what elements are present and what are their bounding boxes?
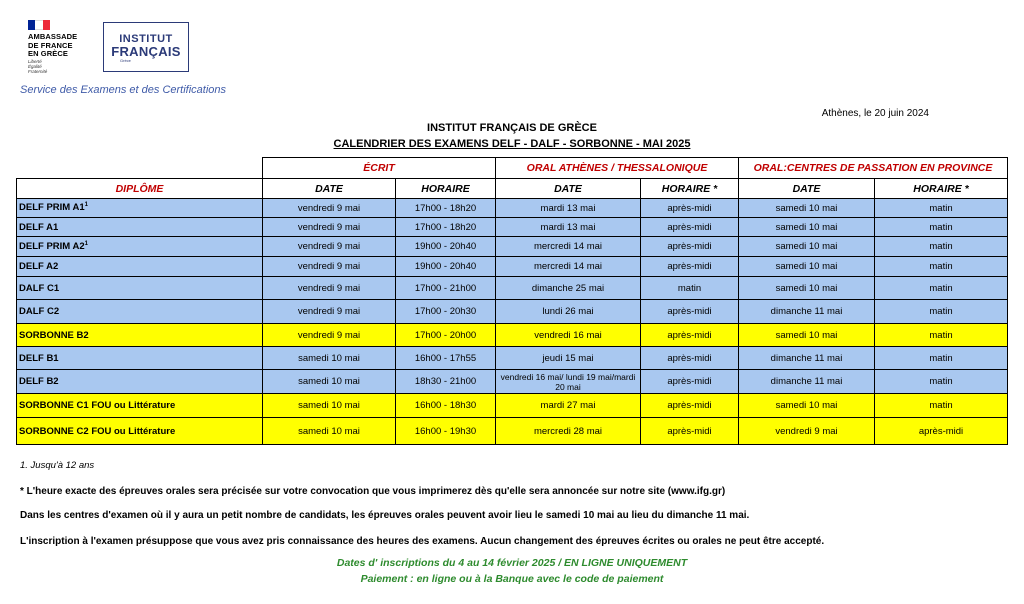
province-date-cell: samedi 10 mai <box>739 218 875 237</box>
diploma-cell <box>17 347 263 370</box>
ecrit-date-cell: vendredi 9 mai <box>263 324 396 347</box>
service-name: Service des Examens et des Certifications <box>20 84 227 96</box>
ecrit-date-cell: vendredi 9 mai <box>263 257 396 277</box>
ecrit-date-cell: samedi 10 mai <box>263 347 396 370</box>
embassy-name-line: AMBASSADE <box>28 32 78 41</box>
footnote-marker: 1 <box>84 202 88 209</box>
oral-date-cell: vendredi 16 mai <box>496 324 641 347</box>
document-date: Athènes, le 20 juin 2024 <box>821 108 929 119</box>
ecrit-time-cell: 19h00 - 20h40 <box>396 257 496 277</box>
table-row <box>17 394 1008 418</box>
group-header-row <box>17 158 1008 179</box>
ecrit-time-cell: 17h00 - 20h30 <box>396 300 496 324</box>
province-time-cell: matin <box>875 394 1008 418</box>
group-oral-province: ORAL:CENTRES DE PASSATION EN PROVINCE <box>739 158 1008 179</box>
province-date-cell: samedi 10 mai <box>739 199 875 218</box>
embassy-motto: Fraternité <box>28 68 48 74</box>
ecrit-time-cell: 17h00 - 20h00 <box>396 324 496 347</box>
oral-date-cell: lundi 26 mai <box>496 300 641 324</box>
oral-time-cell: après-midi <box>641 218 739 237</box>
oral-time-cell: après-midi <box>641 199 739 218</box>
oral-time-cell: après-midi <box>641 324 739 347</box>
oral-date-cell: mardi 13 mai <box>496 199 641 218</box>
column-header: DIPLÔME <box>17 179 263 199</box>
table-row <box>17 347 1008 370</box>
embassy-name-line: EN GRÈCE <box>28 49 68 58</box>
province-date-cell: samedi 10 mai <box>739 324 875 347</box>
ecrit-date-cell: samedi 10 mai <box>263 394 396 418</box>
diploma-name: SORBONNE C1 FOU ou Littérature <box>19 400 176 411</box>
province-time-cell: matin <box>875 257 1008 277</box>
page-title: INSTITUT FRANÇAIS DE GRÈCE <box>427 122 597 134</box>
diploma-cell <box>17 418 263 445</box>
ecrit-date-cell: vendredi 9 mai <box>263 300 396 324</box>
province-time-cell: après-midi <box>875 418 1008 445</box>
oral-date-cell: mercredi 28 mai <box>496 418 641 445</box>
table-row <box>17 324 1008 347</box>
oral-date-cell: mercredi 14 mai <box>496 257 641 277</box>
registration-dates: Dates d' inscriptions du 4 au 14 février 2025 / EN LIGNE UNIQUEMENT <box>336 557 688 569</box>
group-ecrit: ÉCRIT <box>263 158 496 179</box>
diploma-name: DELF A2 <box>19 261 59 272</box>
ecrit-time-cell: 17h00 - 21h00 <box>396 277 496 300</box>
institut-francais-logo <box>103 22 189 72</box>
note-oral-time: * L'heure exacte des épreuves orales sera précisée sur votre convocation que vous imprimerez dès qu'elle sera annoncée sur notre site (www.ifg.gr) <box>20 486 726 497</box>
province-date-cell: samedi 10 mai <box>739 257 875 277</box>
province-date-cell: samedi 10 mai <box>739 394 875 418</box>
payment-info: Paiement : en ligne ou à la Banque avec le code de paiement <box>360 573 664 585</box>
province-date-cell: dimanche 11 mai <box>739 300 875 324</box>
ecrit-time-cell: 16h00 - 19h30 <box>396 418 496 445</box>
diploma-cell <box>17 370 263 394</box>
province-date-cell: samedi 10 mai <box>739 277 875 300</box>
ecrit-date-cell: samedi 10 mai <box>263 370 396 394</box>
oral-time-cell: matin <box>641 277 739 300</box>
oral-date-cell: vendredi 16 mai/ lundi 19 mai/mardi 20 mai <box>496 370 641 394</box>
table-row <box>17 418 1008 445</box>
province-date-cell: dimanche 11 mai <box>739 347 875 370</box>
table-row <box>17 218 1008 237</box>
diploma-cell <box>17 199 263 218</box>
footnote: 1. Jusqu'à 12 ans <box>20 460 95 471</box>
diploma-name: DALF C2 <box>19 306 60 317</box>
table-row <box>17 277 1008 300</box>
province-time-cell: matin <box>875 370 1008 394</box>
ecrit-date-cell: vendredi 9 mai <box>263 237 396 257</box>
table-row <box>17 370 1008 394</box>
oral-time-cell: après-midi <box>641 300 739 324</box>
province-date-cell: dimanche 11 mai <box>739 370 875 394</box>
table-row <box>17 237 1008 257</box>
diploma-name: DELF B2 <box>19 376 59 387</box>
oral-date-cell: jeudi 15 mai <box>496 347 641 370</box>
note-registration: L'inscription à l'examen présuppose que vous avez pris connaissance des heures des examens. Aucun changement des épreuves écrites ou orales ne peut être accepté. <box>20 536 825 547</box>
oral-time-cell: après-midi <box>641 418 739 445</box>
oral-date-cell: mercredi 14 mai <box>496 237 641 257</box>
diploma-name: SORBONNE C2 FOU ou Littérature <box>19 425 176 437</box>
ecrit-time-cell: 19h00 - 20h40 <box>396 237 496 257</box>
note-small-centers: Dans les centres d'examen où il y aura un petit nombre de candidats, les épreuves orales peuvent avoir lieu le samedi 10 mai au lieu du dimanche 11 mai. <box>20 510 750 521</box>
oral-time-cell: après-midi <box>641 347 739 370</box>
oral-time-cell: après-midi <box>641 257 739 277</box>
province-time-cell: matin <box>875 218 1008 237</box>
ecrit-time-cell: 16h00 - 17h55 <box>396 347 496 370</box>
table-row <box>17 300 1008 324</box>
diploma-cell <box>17 300 263 324</box>
diploma-cell <box>17 394 263 418</box>
diploma-name: DELF PRIM A1 <box>19 202 85 214</box>
diploma-name: DELF PRIM A2 <box>19 241 85 253</box>
province-time-cell: matin <box>875 347 1008 370</box>
logo-line: FRANÇAIS <box>111 44 181 59</box>
diploma-cell <box>17 324 263 347</box>
column-header-row <box>17 179 1008 199</box>
french-flag-icon <box>28 20 50 30</box>
ecrit-time-cell: 18h30 - 21h00 <box>396 370 496 394</box>
oral-time-cell: après-midi <box>641 370 739 394</box>
table-row <box>17 257 1008 277</box>
ecrit-date-cell: samedi 10 mai <box>263 418 396 445</box>
diploma-cell <box>17 257 263 277</box>
footnote-marker: 1 <box>84 240 88 247</box>
diploma-cell <box>17 237 263 257</box>
ecrit-time-cell: 17h00 - 18h20 <box>396 218 496 237</box>
oral-date-cell: dimanche 25 mai <box>496 277 641 300</box>
column-header: DATE <box>263 179 396 199</box>
group-oral-athenes: ORAL ATHÈNES / THESSALONIQUE <box>496 158 739 179</box>
oral-time-cell: après-midi <box>641 394 739 418</box>
table-row <box>17 199 1008 218</box>
province-time-cell: matin <box>875 300 1008 324</box>
diploma-cell <box>17 218 263 237</box>
oral-date-cell: mardi 13 mai <box>496 218 641 237</box>
empty-cell <box>17 158 263 179</box>
logo-line: INSTITUT <box>119 33 173 45</box>
oral-time-cell: après-midi <box>641 237 739 257</box>
ecrit-time-cell: 17h00 - 18h20 <box>396 199 496 218</box>
province-time-cell: matin <box>875 237 1008 257</box>
column-header: HORAIRE * <box>875 179 1008 199</box>
province-date-cell: vendredi 9 mai <box>739 418 875 445</box>
ecrit-date-cell: vendredi 9 mai <box>263 199 396 218</box>
calendar-title: CALENDRIER DES EXAMENS DELF - DALF - SORBONNE - MAI 2025 <box>333 138 691 150</box>
column-header: HORAIRE <box>396 179 496 199</box>
province-time-cell: matin <box>875 277 1008 300</box>
column-header: HORAIRE * <box>641 179 739 199</box>
diploma-name: SORBONNE B2 <box>19 329 89 341</box>
province-date-cell: samedi 10 mai <box>739 237 875 257</box>
diploma-cell <box>17 277 263 300</box>
ecrit-time-cell: 16h00 - 18h30 <box>396 394 496 418</box>
column-header: DATE <box>496 179 641 199</box>
province-time-cell: matin <box>875 324 1008 347</box>
ecrit-date-cell: vendredi 9 mai <box>263 218 396 237</box>
province-time-cell: matin <box>875 199 1008 218</box>
diploma-name: DELF B1 <box>19 352 59 364</box>
embassy-motto: Égalité <box>28 63 42 69</box>
embassy-name-line: DE FRANCE <box>28 40 73 50</box>
logo-line: Grèce <box>120 58 131 63</box>
diploma-name: DELF A1 <box>19 221 59 233</box>
embassy-logo <box>28 20 98 74</box>
column-header: DATE <box>739 179 875 199</box>
exam-calendar-table <box>16 157 1008 445</box>
embassy-motto: Liberté <box>28 58 42 64</box>
oral-date-cell: mardi 27 mai <box>496 394 641 418</box>
ecrit-date-cell: vendredi 9 mai <box>263 277 396 300</box>
diploma-name: DALF C1 <box>19 282 60 294</box>
